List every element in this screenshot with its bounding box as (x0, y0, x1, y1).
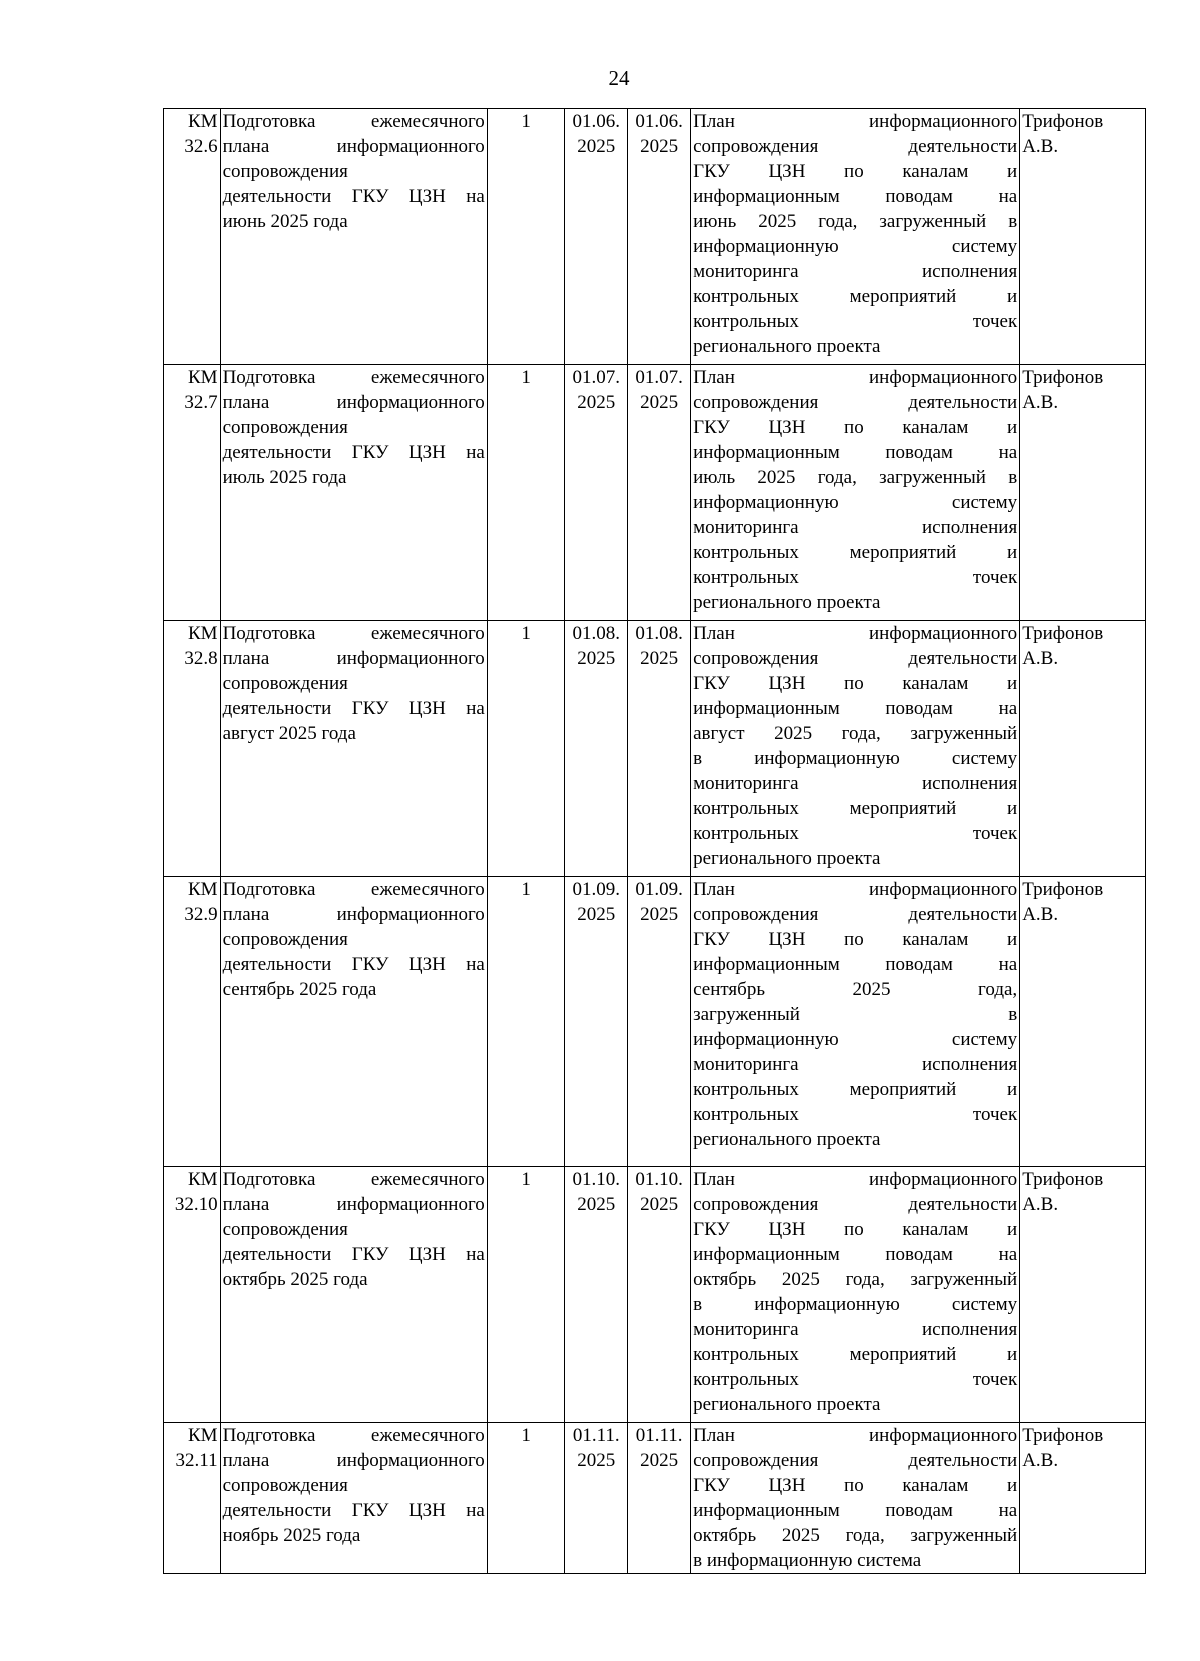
end-date-line: 2025 (640, 648, 679, 669)
result-cell (691, 1423, 1020, 1574)
measure-code-cell (164, 365, 221, 621)
result-line: информационным поводам на (693, 954, 1018, 975)
responsible-line: А.В. (1022, 904, 1059, 925)
result-line: ГКУ ЦЗН по каналам и (693, 673, 1018, 694)
count-cell (487, 109, 565, 365)
result-line: контрольных точек (693, 823, 1018, 844)
start-date-line: 01.07. (572, 367, 621, 388)
responsible-line: Трифонов (1022, 623, 1104, 644)
measure-name-line: Подготовка ежемесячного (222, 623, 485, 644)
result-line: ГКУ ЦЗН по каналам и (693, 417, 1018, 438)
result-line: План информационного (693, 111, 1018, 132)
count-text: 1 (521, 367, 531, 388)
result-line: сопровождения деятельности (693, 904, 1018, 925)
end-date-cell (628, 621, 691, 877)
start-date-cell (565, 1167, 628, 1423)
result-line: ГКУ ЦЗН по каналам и (693, 929, 1018, 950)
responsible-cell (1020, 1167, 1146, 1423)
measure-name-line: сопровождения (222, 1475, 348, 1496)
measure-name-line: август 2025 года (222, 723, 356, 744)
start-date-cell (565, 877, 628, 1167)
end-date-cell (628, 1423, 691, 1574)
measure-name-line: деятельности ГКУ ЦЗН на (222, 1500, 485, 1521)
responsible-line: Трифонов (1022, 1425, 1104, 1446)
measure-code-cell (164, 1167, 221, 1423)
result-line: сентябрь 2025 года, (693, 979, 1018, 1000)
measure-name-line: деятельности ГКУ ЦЗН на (222, 442, 485, 463)
result-line: регионального проекта (693, 848, 881, 869)
table-body (164, 109, 1146, 1574)
result-line: План информационного (693, 1169, 1018, 1190)
result-line: контрольных мероприятий и (693, 1079, 1018, 1100)
count-cell (487, 877, 565, 1167)
measure-code-line: КМ (188, 879, 218, 900)
end-date-line: 2025 (640, 1450, 679, 1471)
measure-name-cell (220, 1167, 487, 1423)
result-line: сопровождения деятельности (693, 1450, 1018, 1471)
result-line: мониторинга исполнения (693, 517, 1018, 538)
measure-name-line: плана информационного (222, 392, 485, 413)
measure-name-cell (220, 1423, 487, 1574)
responsible-cell (1020, 365, 1146, 621)
end-date-cell (628, 365, 691, 621)
result-line: в информационную систему (693, 1294, 1018, 1315)
result-line: контрольных точек (693, 567, 1018, 588)
responsible-line: А.В. (1022, 648, 1059, 669)
result-line: июнь 2025 года, загруженный в (693, 211, 1018, 232)
result-line: мониторинга исполнения (693, 1319, 1018, 1340)
measure-code-line: КМ (188, 1169, 218, 1190)
result-line: контрольных точек (693, 1104, 1018, 1125)
measure-name-line: плана информационного (222, 1450, 485, 1471)
measure-name-line: Подготовка ежемесячного (222, 879, 485, 900)
end-date-line: 01.08. (635, 623, 683, 644)
end-date-line: 2025 (640, 904, 679, 925)
measure-name-line: сопровождения (222, 929, 348, 950)
responsible-line: А.В. (1022, 1194, 1059, 1215)
start-date-line: 2025 (577, 1194, 616, 1215)
result-line: контрольных мероприятий и (693, 798, 1018, 819)
result-line: информационным поводам на (693, 698, 1018, 719)
end-date-line: 01.06. (635, 111, 683, 132)
measure-code-line: 32.10 (174, 1194, 218, 1215)
result-line: ГКУ ЦЗН по каналам и (693, 1475, 1018, 1496)
result-line: октябрь 2025 года, загруженный (693, 1269, 1018, 1290)
count-cell (487, 365, 565, 621)
result-line: мониторинга исполнения (693, 261, 1018, 282)
end-date-line: 01.10. (635, 1169, 683, 1190)
result-line: мониторинга исполнения (693, 1054, 1018, 1075)
result-line: информационную систему (693, 492, 1018, 513)
end-date-cell (628, 877, 691, 1167)
measure-code-cell (164, 1423, 221, 1574)
result-line: План информационного (693, 879, 1018, 900)
measure-name-cell (220, 109, 487, 365)
result-line: сопровождения деятельности (693, 1194, 1018, 1215)
result-cell (691, 621, 1020, 877)
result-line: информационным поводам на (693, 1244, 1018, 1265)
responsible-cell (1020, 877, 1146, 1167)
end-date-line: 01.07. (635, 367, 683, 388)
result-line: контрольных точек (693, 311, 1018, 332)
result-line: сопровождения деятельности (693, 648, 1018, 669)
start-date-line: 01.06. (572, 111, 621, 132)
start-date-line: 2025 (577, 648, 616, 669)
measure-name-line: сопровождения (222, 673, 348, 694)
count-text: 1 (521, 879, 531, 900)
end-date-line: 2025 (640, 392, 679, 413)
measure-name-line: плана информационного (222, 904, 485, 925)
result-line: информационным поводам на (693, 186, 1018, 207)
start-date-line: 2025 (577, 1450, 616, 1471)
measure-code-cell (164, 621, 221, 877)
measure-name-line: ноябрь 2025 года (222, 1525, 361, 1546)
count-text: 1 (521, 111, 531, 132)
result-line: мониторинга исполнения (693, 773, 1018, 794)
count-text: 1 (521, 623, 531, 644)
table-row (164, 1167, 1146, 1423)
start-date-line: 01.08. (572, 623, 621, 644)
measure-name-line: Подготовка ежемесячного (222, 1425, 485, 1446)
result-line: август 2025 года, загруженный (693, 723, 1018, 744)
result-cell (691, 365, 1020, 621)
measure-code-line: 32.11 (175, 1450, 218, 1471)
measure-name-line: Подготовка ежемесячного (222, 111, 485, 132)
result-line: в информационную система (693, 1550, 922, 1571)
result-line: контрольных мероприятий и (693, 1344, 1018, 1365)
result-line: информационную систему (693, 1029, 1018, 1050)
responsible-line: Трифонов (1022, 879, 1104, 900)
measure-code-line: 32.8 (184, 648, 218, 669)
control-measures-table (163, 108, 1146, 1574)
count-text: 1 (521, 1425, 531, 1446)
result-line: регионального проекта (693, 1129, 881, 1150)
measure-name-line: сопровождения (222, 417, 348, 438)
start-date-line: 01.10. (572, 1169, 621, 1190)
start-date-cell (565, 621, 628, 877)
count-text: 1 (521, 1169, 531, 1190)
start-date-line: 01.09. (572, 879, 621, 900)
measure-code-line: 32.7 (184, 392, 218, 413)
measure-name-line: Подготовка ежемесячного (222, 367, 485, 388)
measure-name-line: деятельности ГКУ ЦЗН на (222, 186, 485, 207)
result-line: План информационного (693, 1425, 1018, 1446)
start-date-cell (565, 109, 628, 365)
table-row (164, 877, 1146, 1167)
responsible-cell (1020, 109, 1146, 365)
start-date-line: 2025 (577, 392, 616, 413)
result-line: в информационную систему (693, 748, 1018, 769)
measure-name-line: плана информационного (222, 648, 485, 669)
end-date-cell (628, 1167, 691, 1423)
measure-code-line: 32.9 (184, 904, 218, 925)
end-date-line: 2025 (640, 136, 679, 157)
result-line: регионального проекта (693, 1394, 881, 1415)
measure-name-line: деятельности ГКУ ЦЗН на (222, 1244, 485, 1265)
result-cell (691, 109, 1020, 365)
result-line: План информационного (693, 367, 1018, 388)
result-line: контрольных мероприятий и (693, 286, 1018, 307)
measure-name-cell (220, 877, 487, 1167)
result-line: ГКУ ЦЗН по каналам и (693, 1219, 1018, 1240)
result-line: контрольных точек (693, 1369, 1018, 1390)
measure-code-cell (164, 877, 221, 1167)
measure-name-line: плана информационного (222, 136, 485, 157)
result-line: регионального проекта (693, 592, 881, 613)
result-line: сопровождения деятельности (693, 392, 1018, 413)
table-row (164, 365, 1146, 621)
responsible-line: А.В. (1022, 136, 1059, 157)
measure-name-line: июнь 2025 года (222, 211, 348, 232)
measure-name-line: сопровождения (222, 161, 348, 182)
result-line: информационным поводам на (693, 1500, 1018, 1521)
result-line: План информационного (693, 623, 1018, 644)
responsible-line: А.В. (1022, 1450, 1059, 1471)
measure-code-line: КМ (188, 111, 218, 132)
result-line: информационную систему (693, 236, 1018, 257)
measure-code-line: КМ (188, 367, 218, 388)
start-date-line: 2025 (577, 136, 616, 157)
responsible-line: А.В. (1022, 392, 1059, 413)
end-date-line: 01.11. (635, 1425, 683, 1446)
measure-code-line: КМ (188, 623, 218, 644)
measure-code-line: 32.6 (184, 136, 218, 157)
measure-name-line: октябрь 2025 года (222, 1269, 368, 1290)
responsible-cell (1020, 621, 1146, 877)
responsible-line: Трифонов (1022, 367, 1104, 388)
measure-name-line: плана информационного (222, 1194, 485, 1215)
result-line: сопровождения деятельности (693, 136, 1018, 157)
measure-name-line: деятельности ГКУ ЦЗН на (222, 954, 485, 975)
responsible-cell (1020, 1423, 1146, 1574)
measure-code-cell (164, 109, 221, 365)
count-cell (487, 1423, 565, 1574)
measure-name-cell (220, 621, 487, 877)
result-line: контрольных мероприятий и (693, 542, 1018, 563)
end-date-line: 01.09. (635, 879, 683, 900)
measure-name-cell (220, 365, 487, 621)
start-date-line: 2025 (577, 904, 616, 925)
result-line: загруженный в (693, 1004, 1018, 1025)
measure-name-line: июль 2025 года (222, 467, 347, 488)
start-date-line: 01.11. (572, 1425, 620, 1446)
measure-name-line: сентябрь 2025 года (222, 979, 377, 1000)
result-line: октябрь 2025 года, загруженный (693, 1525, 1018, 1546)
result-line: июль 2025 года, загруженный в (693, 467, 1018, 488)
result-line: информационным поводам на (693, 442, 1018, 463)
measure-name-line: сопровождения (222, 1219, 348, 1240)
result-line: ГКУ ЦЗН по каналам и (693, 161, 1018, 182)
responsible-line: Трифонов (1022, 1169, 1104, 1190)
measure-code-line: КМ (188, 1425, 218, 1446)
end-date-cell (628, 109, 691, 365)
measure-name-line: Подготовка ежемесячного (222, 1169, 485, 1190)
responsible-line: Трифонов (1022, 111, 1104, 132)
end-date-line: 2025 (640, 1194, 679, 1215)
count-cell (487, 621, 565, 877)
table-row (164, 621, 1146, 877)
table-row (164, 109, 1146, 365)
result-line: регионального проекта (693, 336, 881, 357)
result-cell (691, 877, 1020, 1167)
table-row (164, 1423, 1146, 1574)
start-date-cell (565, 365, 628, 621)
count-cell (487, 1167, 565, 1423)
measure-name-line: деятельности ГКУ ЦЗН на (222, 698, 485, 719)
result-cell (691, 1167, 1020, 1423)
page-number: 24 (608, 66, 630, 90)
start-date-cell (565, 1423, 628, 1574)
